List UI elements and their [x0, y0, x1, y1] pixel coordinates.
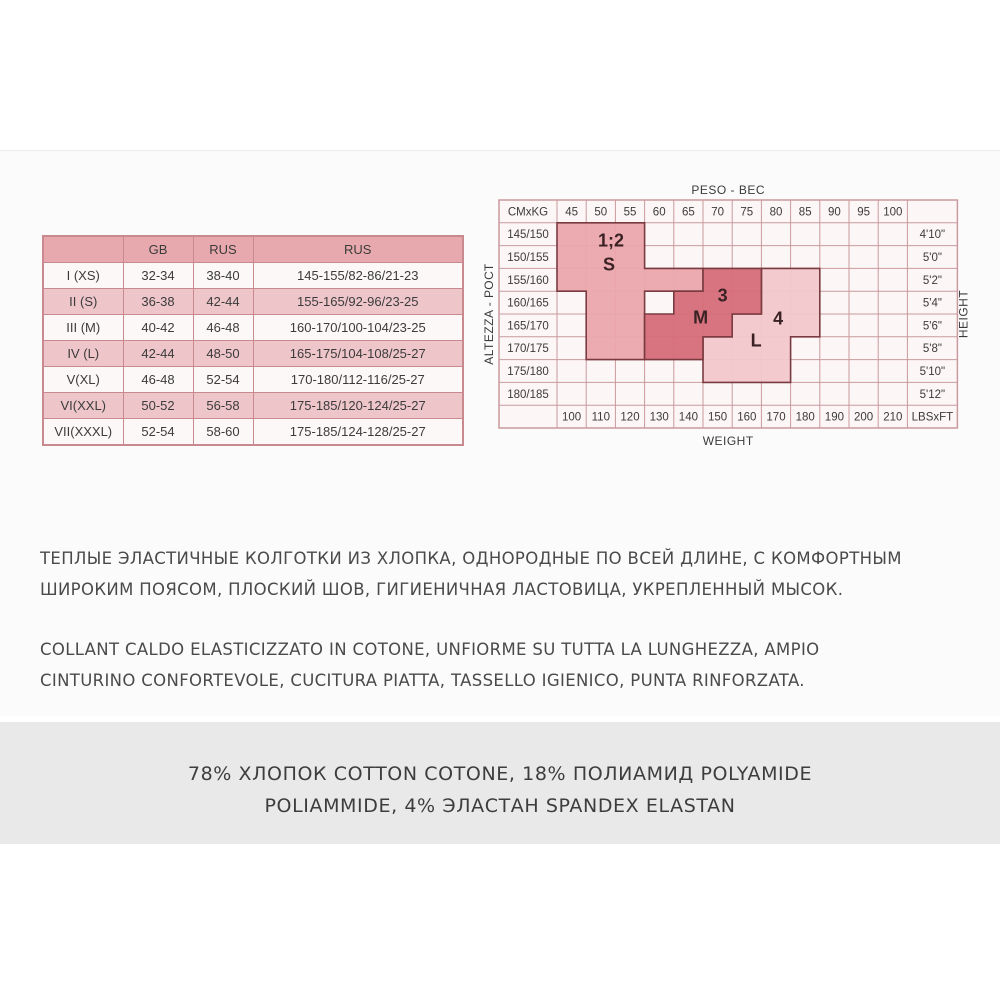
lbs-tick-label: 210 [883, 411, 903, 424]
size-table-cell: 52-54 [123, 419, 193, 446]
size-table-cell: 42-44 [123, 341, 193, 367]
size-table-cell: 48-50 [193, 341, 253, 367]
ft-tick-label: 4'10" [919, 229, 946, 242]
kg-tick-label: 100 [883, 206, 903, 219]
lbs-tick-label: 190 [824, 411, 844, 424]
size-table-cell: 155-165/92-96/23-25 [253, 289, 463, 315]
lbs-tick-label: 100 [562, 411, 582, 424]
size-table-cell: III (M) [43, 315, 123, 341]
size-table-cell: IV (L) [43, 341, 123, 367]
chart-top-label: PESO - ВЕС [691, 183, 766, 197]
chart-left-label: ALTEZZA - РОСТ [482, 263, 496, 365]
zone-number-label: 1;2 [598, 230, 625, 251]
size-table-cell: VI(XXL) [43, 393, 123, 419]
description-it [40, 634, 970, 696]
size-table-header-cell: GB [123, 236, 193, 263]
lbs-tick-label: 130 [649, 411, 669, 424]
kg-tick-label: 90 [828, 206, 841, 219]
ft-tick-label: 5'8" [922, 343, 942, 356]
kg-tick-label: 55 [623, 206, 637, 219]
corner-label-bottom: LBSxFT [911, 411, 954, 424]
size-table-cell: V(XL) [43, 367, 123, 393]
size-table-cell: 165-175/104-108/25-27 [253, 341, 463, 367]
description-ru [40, 543, 970, 605]
lbs-tick-label: 170 [766, 411, 786, 424]
size-table-cell: 42-44 [193, 289, 253, 315]
lbs-tick-label: 120 [620, 411, 640, 424]
kg-tick-label: 80 [769, 206, 783, 219]
size-table-cell: 46-48 [123, 367, 193, 393]
cm-tick-label: 175/180 [507, 366, 549, 378]
kg-tick-label: 85 [798, 206, 812, 219]
lbs-tick-label: 140 [678, 411, 698, 424]
ft-tick-label: 5'4" [922, 297, 942, 310]
composition-text [0, 758, 1000, 822]
size-table-cell: 170-180/112-116/25-27 [253, 367, 463, 393]
lbs-tick-label: 180 [795, 411, 815, 424]
kg-tick-label: 65 [682, 206, 695, 219]
size-table-cell: 175-185/120-124/25-27 [253, 393, 463, 419]
size-table-header-cell: RUS [253, 236, 463, 263]
description-it-line: CINTURINO CONFORTEVOLE, CUCITURA PIATTA, TASSELLO IGIENICO, PUNTA RINFORZATA. [40, 671, 805, 690]
zone-letter-label: M [693, 307, 709, 328]
description-ru-line: ТЕПЛЫЕ ЭЛАСТИЧНЫЕ КОЛГОТКИ ИЗ ХЛОПКА, ОДНОРОДНЫЕ ПО ВСЕЙ ДЛИНЕ, С КОМФОРТНЫМ [40, 549, 902, 568]
size-table-cell: 32-34 [123, 263, 193, 289]
description-it-line: COLLANT CALDO ELASTICIZZATO IN COTONE, UNFIORME SU TUTTA LA LUNGHEZZA, AMPIO [40, 640, 820, 659]
size-table-cell: 160-170/100-104/23-25 [253, 315, 463, 341]
ft-tick-label: 5'2" [922, 274, 942, 287]
zone-letter-label: S [603, 254, 616, 275]
chart-right-label: HEIGHT [956, 289, 971, 339]
size-table-cell: 46-48 [193, 315, 253, 341]
size-table-cell: 38-40 [193, 263, 253, 289]
lbs-tick-label: 200 [854, 411, 874, 424]
cm-tick-label: 160/165 [507, 297, 549, 310]
size-table-cell: 40-42 [123, 315, 193, 341]
ft-tick-label: 5'10" [919, 366, 946, 378]
cm-tick-label: 165/170 [507, 320, 549, 333]
size-table-cell: 36-38 [123, 289, 193, 315]
cm-tick-label: 150/155 [507, 252, 549, 264]
zone-letter-label: L [750, 330, 762, 351]
size-table-cell: 50-52 [123, 393, 193, 419]
size-table-cell: 56-58 [193, 393, 253, 419]
kg-tick-label: 75 [740, 206, 754, 219]
size-table-cell: 145-155/82-86/21-23 [253, 263, 463, 289]
zone-number-label: 3 [717, 285, 728, 306]
corner-label-top: CMxKG [507, 206, 549, 219]
description-ru-line: ШИРОКИМ ПОЯСОМ, ПЛОСКИЙ ШОВ, ГИГИЕНИЧНАЯ ЛАСТОВИЦА, УКРЕПЛЕННЫЙ МЫСОК. [40, 580, 844, 599]
composition-line: POLIAMMIDE, 4% ЭЛАСТАН SPANDEX ELASTAN [264, 795, 736, 817]
kg-tick-label: 50 [594, 206, 608, 219]
cm-tick-label: 155/160 [507, 274, 549, 287]
size-table-header-cell: RUS [193, 236, 253, 263]
kg-tick-label: 45 [565, 206, 578, 219]
lbs-tick-label: 110 [591, 411, 610, 424]
size-table-cell: 175-185/124-128/25-27 [253, 419, 463, 446]
size-table-cell: I (XS) [43, 263, 123, 289]
composition-line: 78% ХЛОПОК COTTON COTONE, 18% ПОЛИАМИД POLYAMIDE [187, 763, 813, 785]
size-table-cell: 52-54 [193, 367, 253, 393]
kg-tick-label: 95 [857, 206, 870, 219]
size-table-cell: 58-60 [193, 419, 253, 446]
chart-bottom-label: WEIGHT [702, 434, 754, 448]
lbs-tick-label: 160 [737, 411, 757, 424]
cm-tick-label: 170/175 [507, 343, 549, 356]
cm-tick-label: 180/185 [507, 388, 549, 401]
zone-number-label: 4 [773, 308, 784, 329]
ft-tick-label: 5'6" [922, 320, 942, 333]
ft-tick-label: 5'12" [919, 388, 946, 401]
lbs-tick-label: 150 [708, 411, 728, 424]
kg-tick-label: 60 [652, 206, 666, 219]
size-table-cell: II (S) [43, 289, 123, 315]
ft-tick-label: 5'0" [922, 252, 942, 264]
size-table-cell: VII(XXXL) [43, 419, 123, 446]
kg-tick-label: 70 [711, 206, 724, 219]
cm-tick-label: 145/150 [507, 229, 549, 242]
